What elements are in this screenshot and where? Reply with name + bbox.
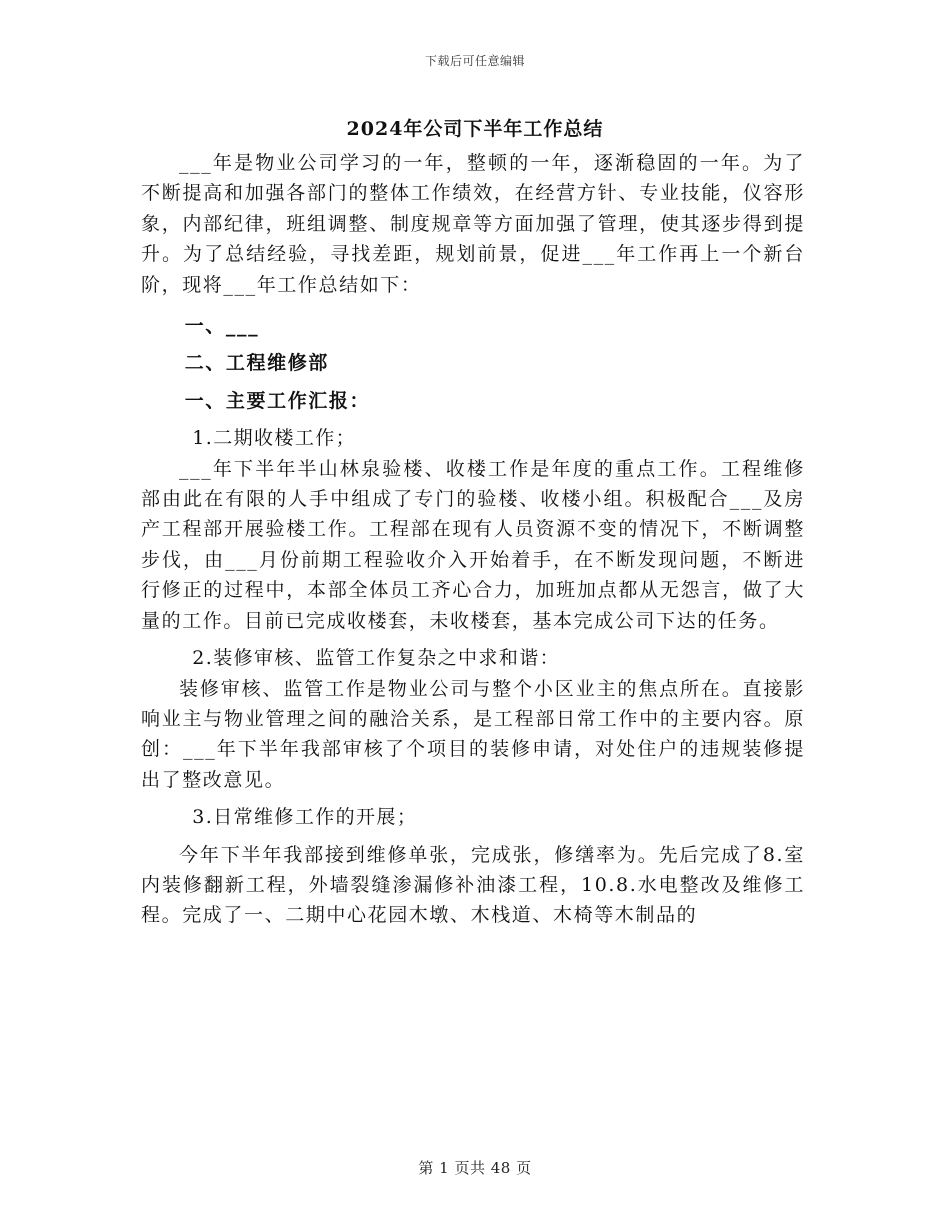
item-title-2: 2.装修审核、监管工作复杂之中求和谐： bbox=[192, 647, 561, 670]
item-title-1: 1.二期收楼工作； bbox=[192, 427, 357, 450]
item-body-3: 今年下半年我部接到维修单张，完成张，修缮率为。先后完成了8.室内装修翻新工程，外墙裂缝渗漏修补油漆工程，10.8.水电整改及维修工程。完成了一、二期中心花园木墩、木栈道、木椅等木制品的 bbox=[141, 843, 805, 927]
section-heading-2: 二、工程维修部 bbox=[184, 352, 329, 375]
section-heading-3: 一、主要工作汇报： bbox=[184, 389, 371, 412]
item-title-3: 3.日常维修工作的开展； bbox=[192, 806, 418, 829]
intro-paragraph: ___年是物业公司学习的一年，整顿的一年，逐渐稳固的一年。为了不断提高和加强各部门的整体工作绩效，在经营方针、专业技能，仪容形象，内部纪律，班组调整、制度规章等方面加强了管理，使其逐步得到提升。为了总结经验，寻找差距，规划前景，促进___年工作再上一个新台阶，现将___年工作总结如下： bbox=[141, 152, 805, 296]
section-heading-1: 一、___ bbox=[184, 315, 260, 338]
document-body bbox=[141, 148, 805, 931]
page-header-note: 下载后可任意编辑 bbox=[424, 54, 525, 68]
page-number: 第 1 页共 48 页 bbox=[418, 1159, 532, 1177]
item-body-2: 装修审核、监管工作是物业公司与整个小区业主的焦点所在。直接影响业主与物业管理之间的融洽关系，是工程部日常工作中的主要内容。原创：___年下半年我部审核了个项目的装修申请，对处住户的违规装修提出了整改意见。 bbox=[141, 677, 805, 791]
document-title: 2024年公司下半年工作总结 bbox=[346, 118, 604, 140]
item-body-1: ___年下半年半山林泉验楼、收楼工作是年度的重点工作。工程维修部由此在有限的人手中组成了专门的验楼、收楼小组。积极配合___及房产工程部开展验楼工作。工程部在现有人员资源不变的情况下，不断调整步伐，由___月份前期工程验收介入开始着手，在不断发现问题，不断进行修正的过程中，本部全体员工齐心合力，加班加点都从无怨言，做了大量的工作。目前已完成收楼套，未收楼套，基本完成公司下达的任务。 bbox=[141, 457, 805, 632]
